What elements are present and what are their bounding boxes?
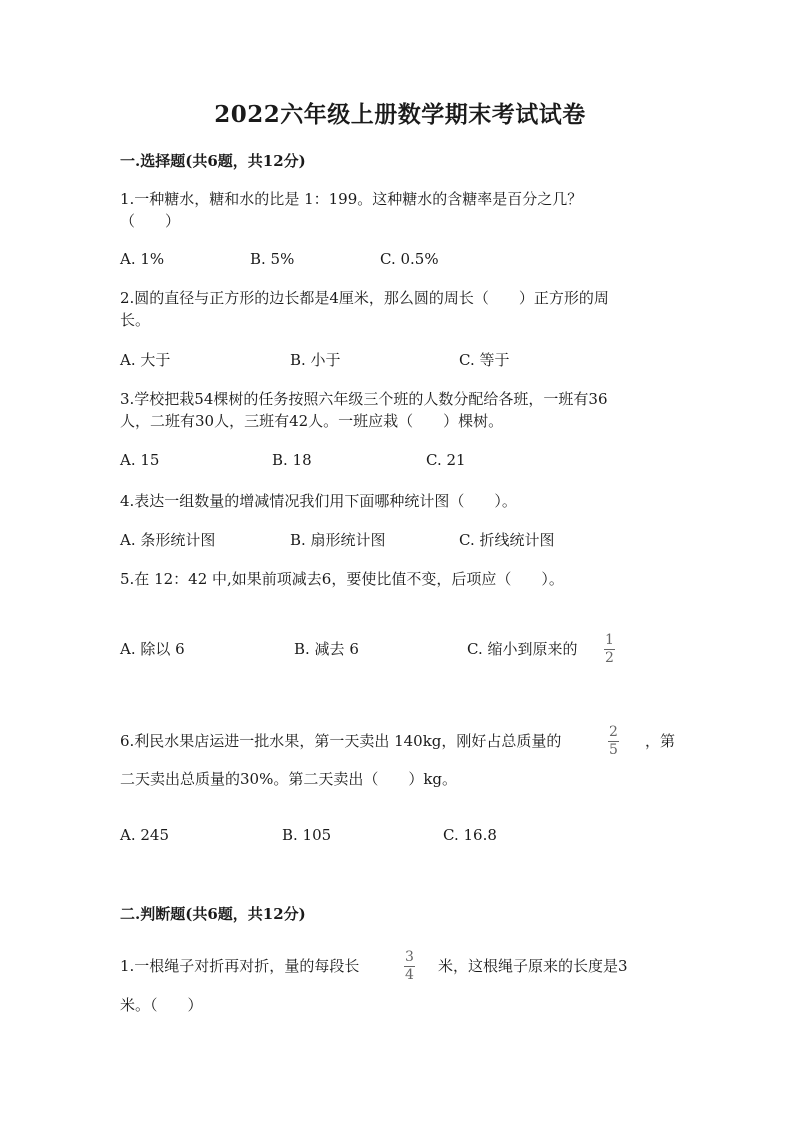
option-c[interactable]: C. 缩小到原来的	[467, 640, 578, 658]
option-a[interactable]: A. 245	[120, 826, 169, 844]
question-text-cont: 长。	[120, 311, 151, 329]
question-text-cont: 二天卖出总质量的30%。第二天卖出（ ）kg。	[120, 770, 458, 788]
question-text: 6.利民水果店运进一批水果，第一天卖出 140kg，刚好占总质量的	[120, 732, 562, 750]
fraction-numerator: 3	[405, 949, 414, 965]
fraction-half	[604, 633, 615, 665]
section-heading-choice: 一.选择题(共6题，共12分)	[120, 152, 306, 170]
option-b[interactable]: B. 减去 6	[294, 640, 359, 658]
question-text: 1.一根绳子对折再对折，量的每段长	[120, 957, 360, 975]
option-b[interactable]: B. 105	[282, 826, 332, 844]
option-c[interactable]: C. 等于	[459, 351, 510, 369]
question-text-tail: ，第	[645, 732, 676, 750]
fraction-denominator: 2	[605, 650, 614, 666]
fraction-numerator: 1	[605, 632, 614, 648]
option-c[interactable]: C. 0.5%	[380, 250, 439, 268]
option-a[interactable]: A. 1%	[120, 250, 165, 268]
question-text: 3.学校把栽54棵树的任务按照六年级三个班的人数分配给各班，一班有36	[120, 390, 608, 408]
option-a[interactable]: A. 大于	[120, 351, 171, 369]
option-c[interactable]: C. 折线统计图	[459, 531, 555, 549]
option-b[interactable]: B. 18	[272, 451, 312, 469]
question-text-cont: 人，二班有30人，三班有42人。一班应栽（ ）棵树。	[120, 412, 504, 430]
fraction-three-quarters	[404, 950, 415, 982]
option-c[interactable]: C. 21	[426, 451, 466, 469]
question-bracket: 米。（ ）	[120, 996, 203, 1014]
option-a[interactable]: A. 条形统计图	[120, 531, 216, 549]
option-b[interactable]: B. 小于	[290, 351, 341, 369]
fraction-denominator: 4	[405, 967, 414, 983]
section-heading-judge: 二.判断题(共6题，共12分)	[120, 905, 306, 923]
question-text: 4.表达一组数量的增减情况我们用下面哪种统计图（ ）。	[120, 492, 517, 510]
question-bracket: （ ）	[120, 212, 181, 230]
option-c[interactable]: C. 16.8	[443, 826, 497, 844]
option-b[interactable]: B. 5%	[250, 250, 295, 268]
question-text-tail: 米，这根绳子原来的长度是3	[438, 957, 628, 975]
option-a[interactable]: A. 15	[120, 451, 160, 469]
fraction-denominator: 5	[609, 742, 618, 758]
question-text: 2.圆的直径与正方形的边长都是4厘米，那么圆的周长（ ）正方形的周	[120, 289, 609, 307]
option-b[interactable]: B. 扇形统计图	[290, 531, 386, 549]
question-text: 1.一种糖水，糖和水的比是 1：199。这种糖水的含糖率是百分之几？	[120, 190, 583, 208]
option-a[interactable]: A. 除以 6	[120, 640, 185, 658]
fraction-numerator: 2	[609, 724, 618, 740]
question-text: 5.在 12：42 中,如果前项减去6，要使比值不变，后项应（ ）。	[120, 570, 564, 588]
fraction-two-fifths	[608, 725, 619, 757]
page-title: 2022六年级上册数学期末考试试卷	[214, 101, 586, 128]
